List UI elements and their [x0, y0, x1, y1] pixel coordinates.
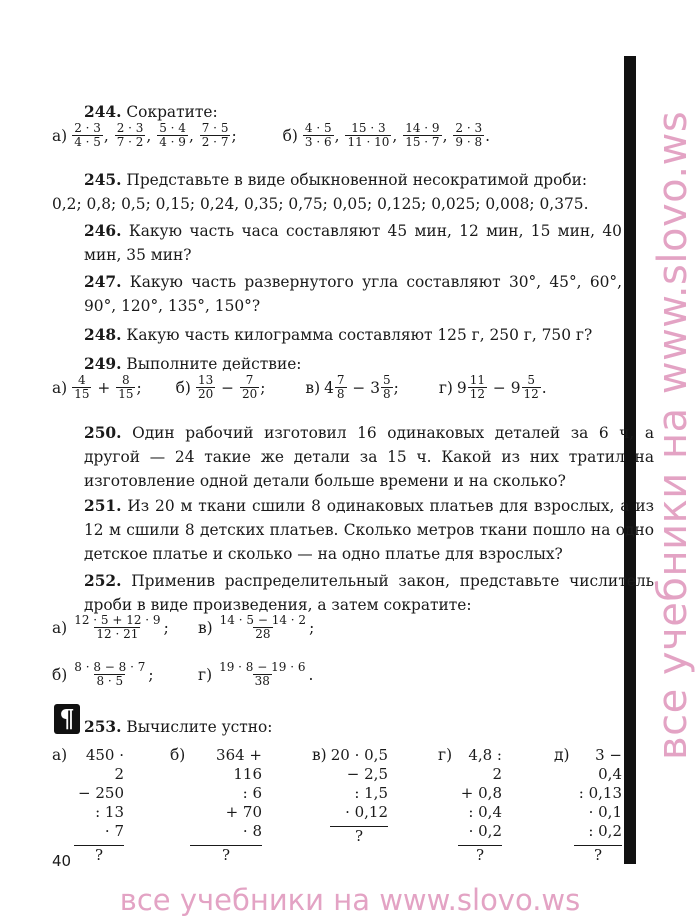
exercise-number: 249. — [84, 355, 122, 373]
fraction: 2 · 3 7 · 2 — [116, 121, 144, 149]
calc-column-d: 3 − 0,4 : 0,13 · 0,1 : 0,2 ? — [574, 746, 622, 864]
exercise-number: 247. — [84, 273, 122, 291]
fraction: 8 15 — [118, 373, 134, 401]
calc-column-g: 4,8 : 2 + 0,8 : 0,4 · 0,2 ? — [458, 746, 502, 864]
item-label: б) — [52, 665, 68, 684]
exercise-246 — [52, 219, 622, 267]
fraction: 19 · 8 − 19 · 6 38 — [219, 660, 306, 688]
exercise-number: 244. — [84, 103, 122, 121]
item-label: г) — [198, 665, 213, 684]
side-watermark: все учебники на www.slovo.ws — [650, 110, 696, 760]
exercise-text: Какую часть развернутого угла составляют 30°, 45°, 60°, 90°, 120°, 135°, 150°? — [84, 273, 622, 315]
exercise-252-row2b: г) 19 · 8 − 19 · 6 38 . — [198, 660, 314, 688]
column-label-v: в) — [312, 746, 327, 764]
exercise-250 — [52, 421, 654, 493]
fraction: 8 · 8 − 8 · 7 8 · 5 — [74, 660, 146, 688]
exercise-249-items: а) 4 15 + 8 15 ; б) 13 20 − 7 20 ; в) 4 7 8 − 3 5 8 ; г) 9 11 12 − 9 5 12 . — [52, 373, 547, 401]
exercise-text: Применив распределительный закон, представьте числитель дроби в виде произведения, а затем сократите: — [84, 572, 654, 614]
whole-part: 9 — [456, 378, 467, 397]
fraction: 12 · 5 + 12 · 9 12 · 21 — [74, 613, 161, 641]
exercise-text: Из 20 м ткани сшили 8 одинаковых платьев для взрослых, а из 12 м сшили 8 детских платьев. Сколько метров ткани пошло на одно детское платье и сколько — на одно платье для взрослых? — [84, 497, 654, 563]
exercise-number: 250. — [84, 424, 122, 442]
fraction: 5 · 4 4 · 9 — [159, 121, 186, 149]
oral-exercise-icon: ¶ — [54, 704, 80, 734]
exercise-245 — [52, 168, 654, 192]
column-label-d: д) — [554, 746, 570, 764]
fraction: 7 · 5 2 · 7 — [201, 121, 229, 149]
fraction: 15 · 3 11 · 10 — [347, 121, 390, 149]
operator: − — [221, 378, 235, 397]
whole-part: 4 — [324, 378, 334, 397]
exercise-252-row2: б) 8 · 8 − 8 · 7 8 · 5 ; — [52, 660, 154, 688]
exercise-252-row1b: в) 14 · 5 − 14 · 2 28 ; — [198, 613, 315, 641]
exercise-252-row1: а) 12 · 5 + 12 · 9 12 · 21 ; — [52, 613, 169, 641]
exercise-text: Какую часть килограмма составляют 125 г, 250 г, 750 г? — [126, 326, 593, 344]
item-label: б) — [175, 378, 191, 397]
calc-column-a: 450 · 2 − 250 : 13 · 7 ? — [74, 746, 124, 864]
item-label: в) — [305, 378, 321, 397]
exercise-text: Сократите: — [126, 103, 218, 121]
exercise-number: 252. — [84, 572, 122, 590]
bottom-watermark: все учебники на www.slovo.ws — [119, 883, 581, 917]
exercise-253-title — [84, 715, 654, 739]
exercise-247 — [52, 270, 622, 318]
item-label: а) — [52, 378, 68, 397]
exercise-number: 246. — [84, 222, 122, 240]
exercise-number: 245. — [84, 171, 122, 189]
operator: − 3 — [352, 378, 381, 397]
exercise-text: Какую часть часа составляют 45 мин, 12 мин, 15 мин, 40 мин, 35 мин? — [84, 222, 622, 264]
exercise-251 — [52, 494, 654, 566]
exercise-252-title — [52, 569, 654, 617]
fraction: 7 8 — [336, 373, 345, 401]
exercise-number: 248. — [84, 326, 122, 344]
operator: − 9 — [492, 378, 521, 397]
exercise-text: Представьте в виде обыкновенной несократимой дроби: — [126, 171, 588, 189]
exercise-number: 251. — [84, 497, 122, 515]
fraction: 5 12 — [523, 373, 539, 401]
item-label: в) — [198, 618, 213, 637]
fraction: 14 · 5 − 14 · 2 28 — [219, 613, 307, 641]
exercise-text: Вычислите устно: — [126, 718, 273, 736]
fraction: 2 · 3 9 · 8 — [455, 121, 483, 149]
fraction: 4 · 5 3 · 6 — [304, 121, 332, 149]
fraction: 14 · 9 15 · 7 — [405, 121, 440, 149]
fraction: 13 20 — [197, 373, 214, 401]
fraction: 7 20 — [241, 373, 258, 401]
exercise-text: Выполните действие: — [126, 355, 302, 373]
operator: + — [97, 378, 111, 397]
exercise-248 — [52, 323, 654, 347]
column-label-g: г) — [438, 746, 453, 764]
exercise-245-values: 0,2; 0,8; 0,5; 0,15; 0,24, 0,35; 0,75; 0,05; 0,125; 0,025; 0,008; 0,375. — [52, 195, 589, 213]
calc-column-v: 20 · 0,5 − 2,5 : 1,5 · 0,12 ? — [330, 746, 388, 845]
fraction: 2 · 3 4 · 5 — [74, 121, 101, 149]
calc-column-b: 364 + 116 : 6 + 70 · 8 ? — [190, 746, 262, 864]
item-label: а) — [52, 618, 68, 637]
fraction: 4 15 — [74, 373, 90, 401]
exercise-number: 253. — [84, 718, 122, 736]
exercise-244-fractions: а) 2 · 3 4 · 5 , 2 · 3 7 · 2 , 5 · 4 4 · 9 , 7 · 5 2 · 7 ; б) 4 · 5 3 · 6 , 15 · 3 11 · 10 , 14 · 9 15 · 7 , 2 · 3 9 · 8 . — [52, 121, 490, 149]
fraction: 11 12 — [469, 373, 485, 401]
page-number: 40 — [52, 852, 72, 870]
item-label: б) — [282, 126, 298, 145]
fraction: 5 8 — [383, 373, 391, 401]
column-label-b: б) — [170, 746, 186, 764]
exercise-text: Один рабочий изготовил 16 одинаковых деталей за 6 ч, а другой — 24 такие же детали за 15 ч. Какой из них тратил на изготовление одной детали больше времени и на сколько? — [84, 424, 654, 490]
column-label-a: а) — [52, 746, 68, 764]
item-label: а) — [52, 126, 68, 145]
exercise-249-title — [52, 352, 654, 376]
item-label: г) — [438, 378, 453, 397]
